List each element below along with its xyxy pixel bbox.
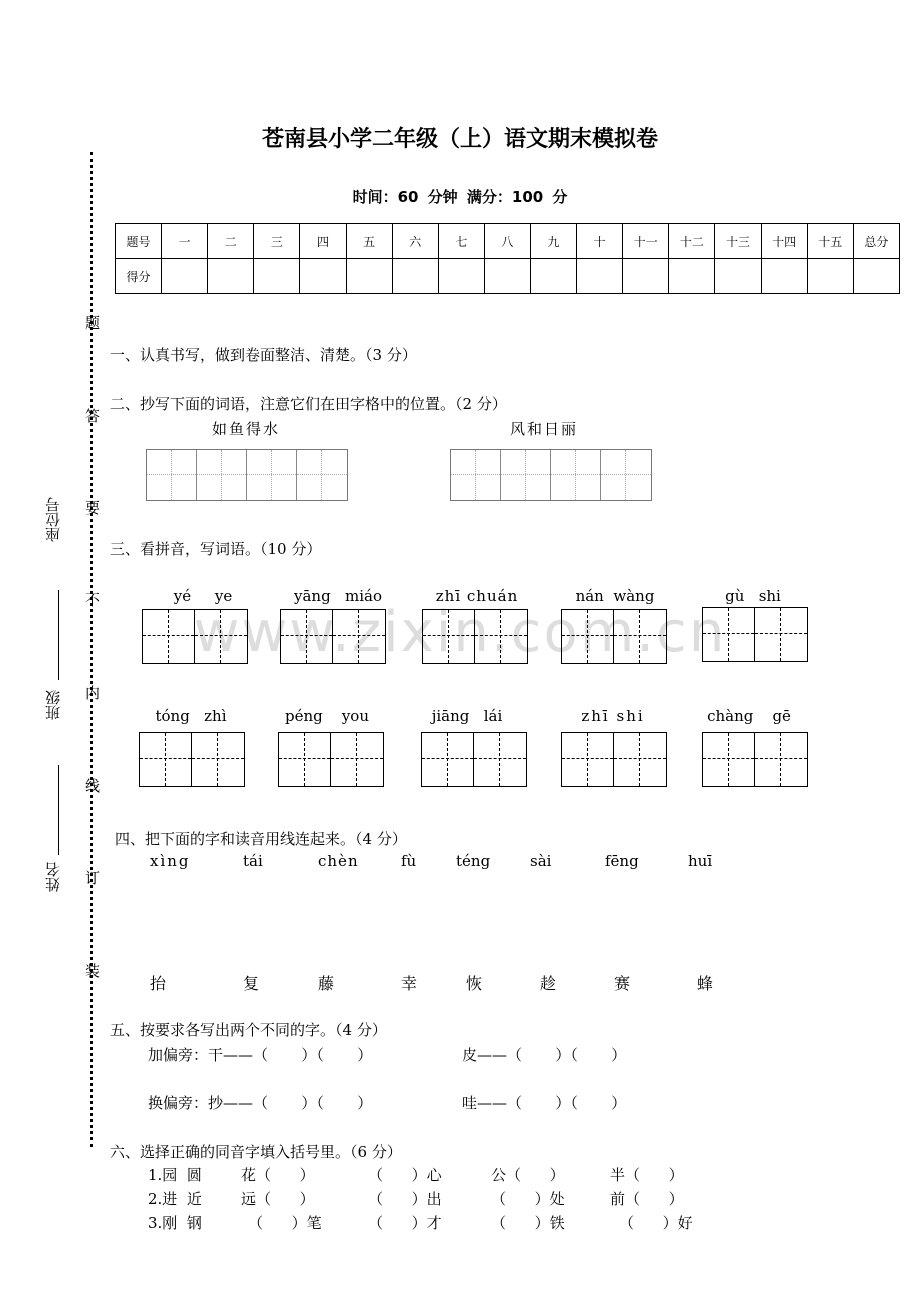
score-col: 一	[162, 224, 208, 259]
page-title: 苍南县小学二年级（上）语文期末模拟卷	[261, 127, 658, 152]
homophone-item: （ ）处	[491, 1190, 565, 1208]
copy-word-1: 如鱼得水	[212, 420, 281, 438]
pinyin-word: jiāng lái	[431, 707, 503, 725]
match-pinyin: fēng	[605, 852, 639, 870]
homophone-item: （ ）笔	[248, 1214, 322, 1232]
score-col: 十五	[807, 224, 853, 259]
score-col: 四	[300, 224, 346, 259]
match-char: 赛	[614, 974, 631, 993]
score-cell[interactable]	[853, 259, 899, 294]
match-pinyin: chèn	[318, 852, 359, 870]
match-char: 幸	[401, 974, 418, 993]
pinyin-grid[interactable]	[421, 732, 527, 787]
question-2: 二、抄写下面的词语，注意它们在田字格中的位置。（2 分）	[110, 395, 507, 413]
pinyin-word: péng you	[285, 707, 369, 725]
watermark: www.zixin.com.cn	[193, 600, 727, 665]
match-pinyin: xìng	[150, 852, 191, 870]
score-cell[interactable]	[254, 259, 300, 294]
score-header-label: 题号	[116, 224, 162, 259]
pinyin-word: nán wàng	[575, 587, 655, 605]
match-pinyin: huī	[688, 852, 713, 870]
pinyin-word: zhī shi	[581, 707, 645, 725]
class-label: 班级	[44, 690, 62, 720]
match-char: 藤	[318, 974, 335, 993]
score-col: 十三	[715, 224, 761, 259]
score-col: 七	[438, 224, 484, 259]
pinyin-word: yé ye	[173, 587, 233, 605]
homophone-row-label: 3.刚 钢	[148, 1214, 202, 1232]
match-char: 抬	[150, 974, 167, 993]
question-4: 四、把下面的字和读音用线连起来。（4 分）	[115, 830, 407, 848]
binding-dotted-line	[90, 152, 93, 1147]
score-cell[interactable]	[577, 259, 623, 294]
pinyin-grid[interactable]	[139, 732, 245, 787]
match-char: 趁	[540, 974, 557, 993]
pinyin-grid[interactable]	[142, 609, 248, 664]
homophone-item: （ ）才	[368, 1214, 442, 1232]
score-cell[interactable]	[623, 259, 669, 294]
homophone-item: （ ）好	[619, 1214, 693, 1232]
question-5: 五、按要求各写出两个不同的字。（4 分）	[110, 1021, 387, 1039]
homophone-item: （ ）出	[368, 1190, 442, 1208]
pinyin-grid[interactable]	[422, 609, 528, 664]
homophone-item: 公（ ）	[491, 1166, 565, 1184]
homophone-item: 花（ ）	[241, 1166, 315, 1184]
pinyin-word: chàng gē	[707, 707, 791, 725]
pinyin-word: gù shi	[725, 587, 781, 605]
score-table	[115, 223, 900, 294]
score-col: 总分	[853, 224, 899, 259]
match-char: 复	[243, 974, 260, 993]
seat-number-label: 座位号	[44, 497, 62, 542]
score-cell[interactable]	[530, 259, 576, 294]
radical-change-line-1: 换偏旁：抄——（ ）（ ）	[148, 1094, 373, 1112]
pinyin-word: yāng miáo	[294, 587, 382, 605]
score-col: 五	[346, 224, 392, 259]
homophone-row-label: 2.进 近	[148, 1190, 202, 1208]
homophone-item: （ ）心	[368, 1166, 442, 1184]
score-col: 三	[254, 224, 300, 259]
score-cell[interactable]	[438, 259, 484, 294]
copy-word-2: 风和日丽	[510, 420, 579, 438]
score-cell[interactable]	[807, 259, 853, 294]
score-col: 十	[577, 224, 623, 259]
score-cell[interactable]	[392, 259, 438, 294]
score-col: 二	[208, 224, 254, 259]
radical-add-line-1: 加偏旁：干——（ ）（ ）	[148, 1046, 373, 1064]
question-6: 六、选择正确的同音字填入括号里。（6 分）	[110, 1143, 402, 1161]
score-table-header-row	[116, 224, 900, 259]
score-col: 十二	[669, 224, 715, 259]
binding-char: 内	[83, 685, 101, 700]
score-col: 八	[484, 224, 530, 259]
score-table-score-row	[116, 259, 900, 294]
homophone-row-label: 1.园 圆	[148, 1166, 202, 1184]
pinyin-grid[interactable]	[561, 732, 667, 787]
pinyin-grid[interactable]	[278, 732, 384, 787]
homophone-item: 半（ ）	[610, 1166, 684, 1184]
score-cell[interactable]	[208, 259, 254, 294]
exam-info: 时间：60 分钟 满分：100 分	[352, 188, 568, 206]
match-pinyin: téng	[456, 852, 491, 870]
radical-change-line-2: 哇——（ ）（ ）	[462, 1094, 627, 1112]
score-cell[interactable]	[484, 259, 530, 294]
score-col: 十一	[623, 224, 669, 259]
match-pinyin: sài	[530, 852, 552, 870]
seat-blank[interactable]	[58, 590, 59, 680]
pinyin-grid[interactable]	[561, 609, 667, 664]
pinyin-grid[interactable]	[280, 609, 386, 664]
binding-char: 装	[83, 963, 101, 978]
question-3: 三、看拼音，写词语。（10 分）	[110, 540, 322, 558]
binding-char: 不	[83, 592, 101, 607]
binding-char: 答	[83, 408, 101, 423]
score-cell[interactable]	[761, 259, 807, 294]
binding-char: 订	[83, 870, 101, 885]
score-cell[interactable]	[669, 259, 715, 294]
name-label: 姓名	[44, 862, 62, 892]
score-col: 九	[530, 224, 576, 259]
match-pinyin: fù	[401, 852, 417, 870]
match-char: 恢	[466, 974, 483, 993]
pinyin-word: tóng zhì	[155, 707, 227, 725]
homophone-item: 远（ ）	[241, 1190, 315, 1208]
homophone-item: 前（ ）	[610, 1190, 684, 1208]
score-cell[interactable]	[715, 259, 761, 294]
score-col: 六	[392, 224, 438, 259]
match-pinyin: tái	[243, 852, 263, 870]
question-1: 一、认真书写，做到卷面整洁、清楚。（3 分）	[110, 346, 417, 364]
pinyin-word: zhī chuán	[435, 587, 519, 605]
binding-char: 线	[83, 778, 101, 793]
score-col: 十四	[761, 224, 807, 259]
match-char: 蜂	[697, 974, 714, 993]
pinyin-grid[interactable]	[702, 732, 808, 787]
score-cell[interactable]	[300, 259, 346, 294]
score-cell[interactable]	[162, 259, 208, 294]
binding-char: 题	[83, 315, 101, 330]
class-blank[interactable]	[58, 765, 59, 855]
binding-char: 要	[83, 500, 101, 515]
radical-add-line-2: 皮——（ ）（ ）	[462, 1046, 627, 1064]
pinyin-grid[interactable]	[702, 607, 808, 662]
homophone-item: （ ）铁	[491, 1214, 565, 1232]
score-row-label: 得分	[116, 259, 162, 294]
copy-grid-2[interactable]	[450, 449, 652, 501]
copy-grid-1[interactable]	[146, 449, 348, 501]
score-cell[interactable]	[346, 259, 392, 294]
